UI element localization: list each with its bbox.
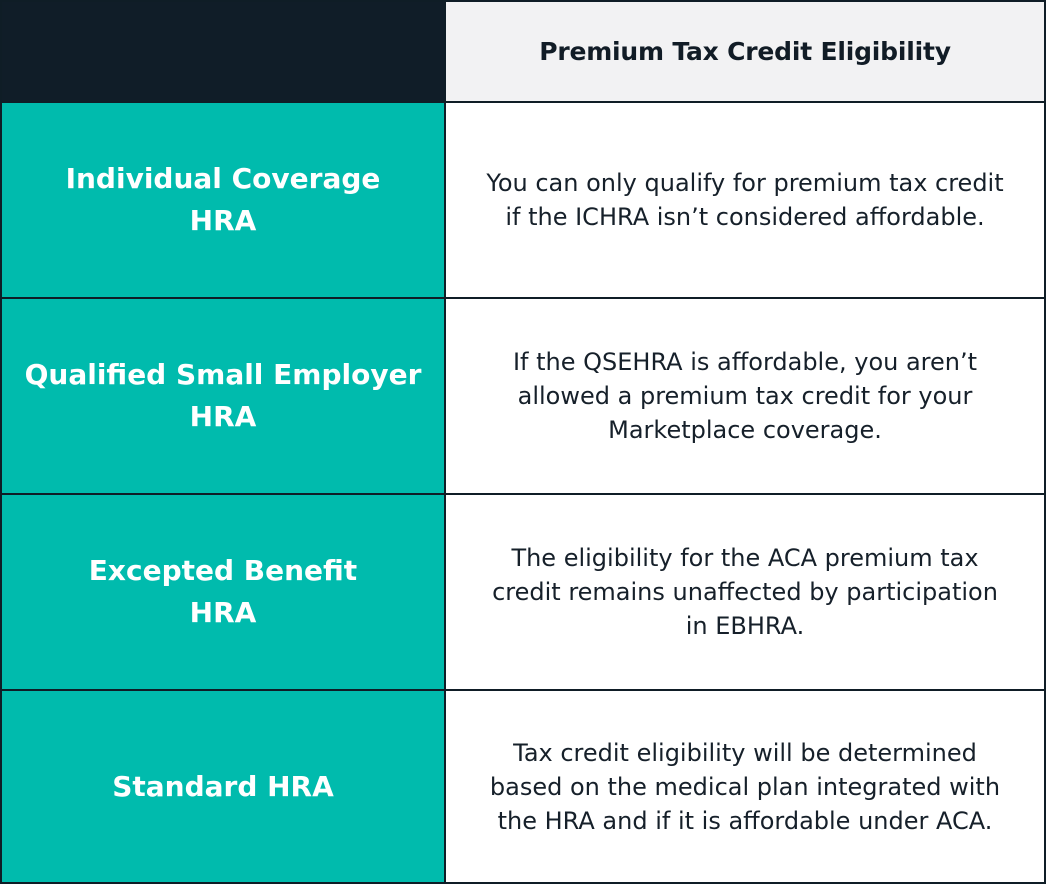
row-value-text: The eligibility for the ACA premium tax credit remains unaffected by participation in EBHRA. <box>492 544 998 640</box>
row-label-text: Individual Coverage HRA <box>65 162 381 237</box>
row-label-ebhra <box>2 493 446 689</box>
row-label-standard-hra <box>2 689 446 882</box>
row-value-ebhra <box>446 493 1044 689</box>
row-label-text: Qualified Small Employer HRA <box>24 358 422 433</box>
row-value-text: Tax credit eligibility will be determined based on the medical plan integrated with the HRA and if it is affordable under ACA. <box>489 738 1001 835</box>
row-value-text: You can only qualify for premium tax credit if the ICHRA isn’t considered affordable. <box>486 169 1004 231</box>
row-label-text: Excepted Benefit HRA <box>88 554 358 629</box>
column-header-label: Premium Tax Credit Eligibility <box>539 37 951 66</box>
row-value-text: If the QSEHRA is affordable, you aren’t allowed a premium tax credit for your Marketplace coverage. <box>512 348 978 444</box>
row-value-ichra <box>446 101 1044 297</box>
table-corner-cell <box>2 2 446 101</box>
row-label-text: Standard HRA <box>112 769 334 803</box>
row-value-qsehra <box>446 297 1044 493</box>
row-label-qsehra <box>2 297 446 493</box>
column-header <box>446 2 1044 101</box>
row-value-standard-hra <box>446 689 1044 882</box>
row-label-ichra <box>2 101 446 297</box>
